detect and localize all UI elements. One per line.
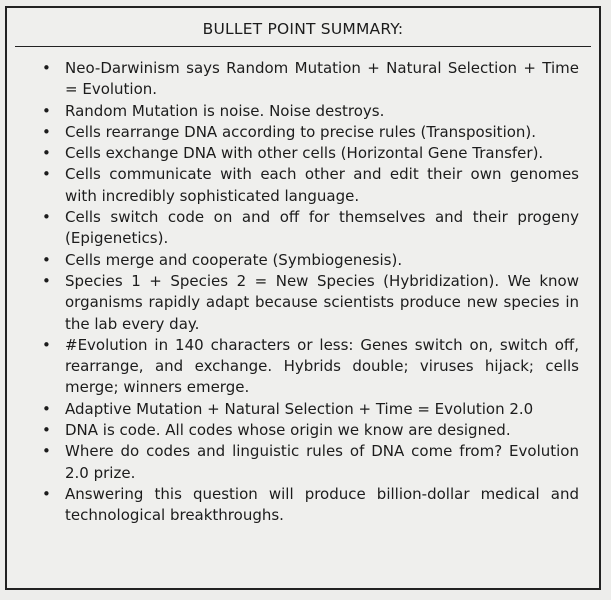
bullet-text: DNA is code. All codes whose origin we know are designed. — [65, 421, 511, 440]
summary-box — [5, 6, 601, 590]
bullet-text: Answering this question will produce billion-dollar medical and technological breakthroughs. — [65, 484, 579, 525]
bullet-item — [42, 335, 579, 399]
bullet-text: Cells communicate with each other and edit their own genomes with incredibly sophisticated language. — [65, 165, 579, 205]
bullet-glyph: • — [42, 101, 51, 120]
bullet-glyph: • — [42, 442, 51, 461]
bullet-item — [42, 101, 579, 122]
bullet-list — [7, 58, 599, 527]
bullet-item — [42, 164, 579, 207]
bullet-item — [42, 399, 579, 420]
bullet-glyph: • — [42, 59, 51, 77]
bullet-glyph: • — [42, 271, 51, 290]
bullet-text: Cells switch code on and off for themselves and their progeny (Epigenetics). — [65, 208, 579, 248]
bullet-glyph: • — [42, 165, 51, 184]
bullet-text: Random Mutation is noise. Noise destroys. — [65, 101, 385, 120]
bullet-glyph: • — [42, 144, 51, 163]
summary-heading: BULLET POINT SUMMARY: — [202, 20, 404, 38]
bullet-item — [42, 271, 579, 335]
bullet-item — [42, 143, 579, 164]
bullet-glyph: • — [42, 250, 51, 269]
bullet-text: Species 1 + Species 2 = New Species (Hybridization). We know organisms rapidly adapt because scientists produce new species in the lab every day. — [65, 271, 579, 333]
bullet-glyph: • — [42, 208, 51, 227]
bullet-item — [42, 484, 579, 527]
bullet-text: Cells merge and cooperate (Symbiogenesis). — [65, 250, 403, 269]
bullet-glyph: • — [42, 421, 51, 440]
bullet-item — [42, 250, 579, 271]
bullet-text: Where do codes and linguistic rules of DNA come from? Evolution 2.0 prize. — [65, 442, 579, 482]
bullet-item — [42, 420, 579, 441]
bullet-text: Adaptive Mutation + Natural Selection + Time = Evolution 2.0 — [65, 399, 534, 418]
bullet-glyph: • — [42, 399, 51, 418]
bullet-item — [42, 122, 579, 143]
bullet-item — [42, 207, 579, 250]
bullet-text: Neo-Darwinism says Random Mutation + Natural Selection + Time = Evolution. — [65, 59, 579, 99]
bullet-glyph: • — [42, 122, 51, 141]
bullet-text: #Evolution in 140 characters or less: Genes switch on, switch off, rearrange, and exchange. Hybrids double; viruses hijack; cells merge; winners emerge. — [65, 335, 579, 397]
bullet-glyph: • — [42, 335, 51, 354]
bullet-text: Cells rearrange DNA according to precise rules (Transposition). — [65, 122, 537, 141]
bullet-item — [42, 441, 579, 484]
bullet-glyph: • — [42, 484, 51, 503]
bullet-item — [42, 58, 579, 101]
heading-divider — [15, 46, 591, 47]
bullet-text: Cells exchange DNA with other cells (Horizontal Gene Transfer). — [65, 144, 544, 163]
